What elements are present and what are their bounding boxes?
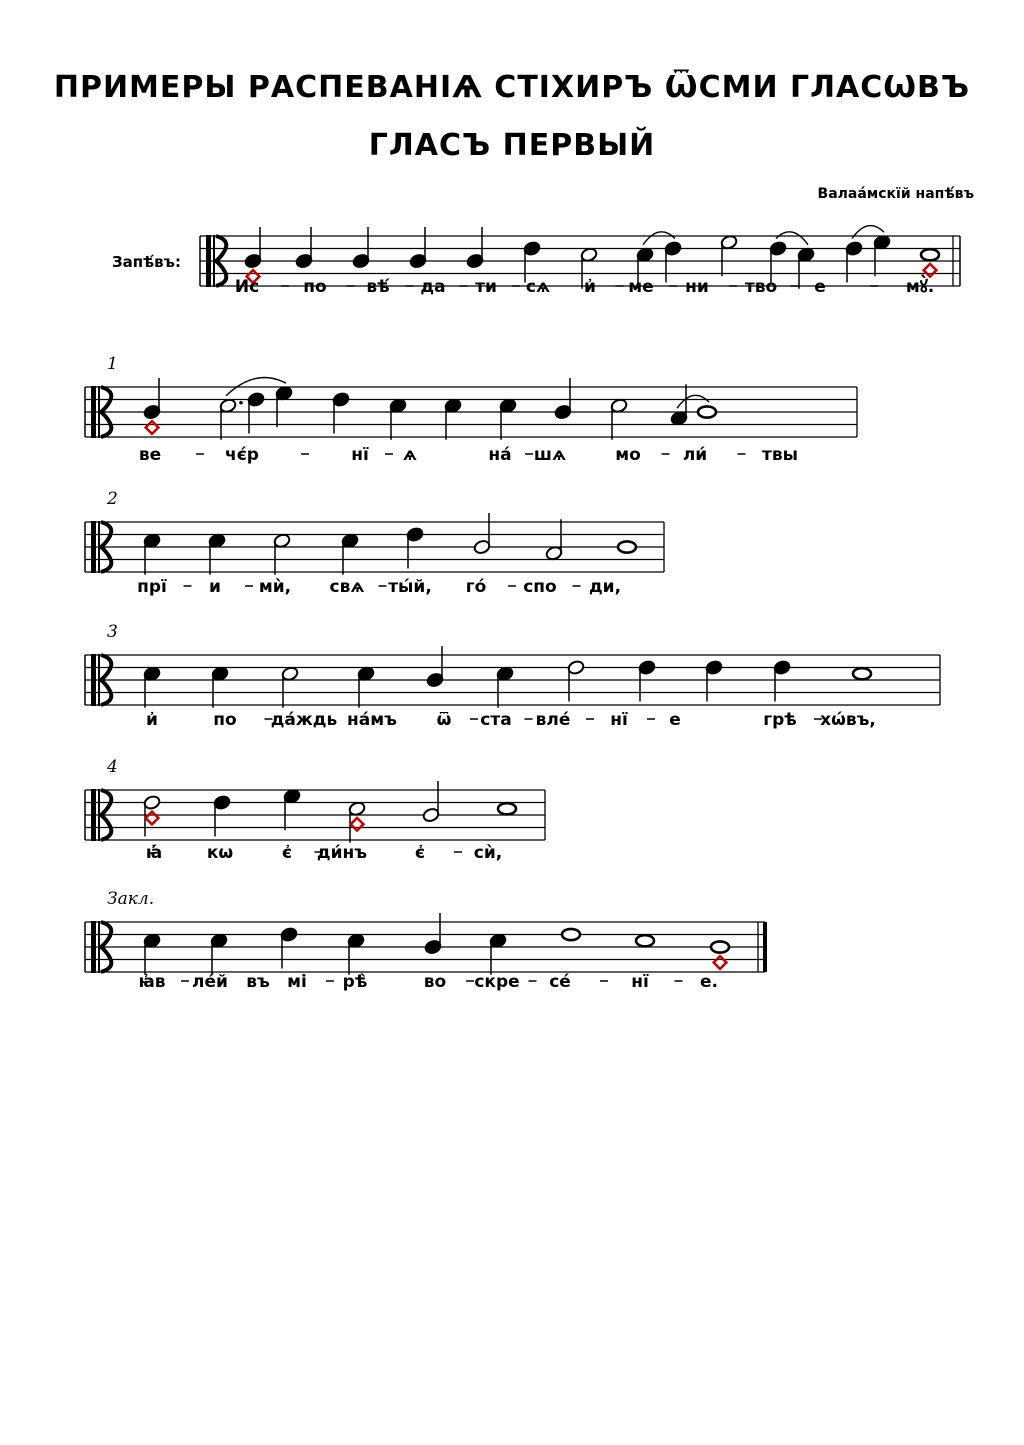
lyric-syllable: по	[213, 710, 237, 730]
note	[921, 249, 939, 260]
staff-system-6	[85, 889, 765, 992]
c-clef-icon	[206, 235, 211, 287]
lyric-syllable: е	[814, 277, 826, 297]
lyric-syllable: е	[669, 710, 681, 730]
note	[618, 541, 636, 552]
lyric-syllable: ти	[475, 277, 497, 297]
lyric-syllable: тво	[744, 277, 778, 297]
lyric-syllable: мѝ,	[258, 577, 292, 597]
lyric-syllable: се́	[549, 972, 571, 992]
lyric-syllable: Ис	[234, 277, 260, 297]
c-clef-icon	[91, 921, 96, 973]
lyric-syllable: чє́р	[225, 445, 259, 465]
system-number: 2	[107, 489, 118, 509]
note	[711, 941, 729, 952]
lyric-syllable: твы	[762, 445, 798, 465]
lyric-syllable: є҆	[281, 843, 293, 863]
lyric-syllable: хѡ́въ,	[820, 710, 876, 730]
note	[853, 668, 871, 679]
lyric-syllable: нї	[631, 972, 649, 992]
lyric-syllable: ты́й,	[388, 577, 432, 597]
lyric-syllable: и҆	[584, 277, 596, 297]
lyric-syllable: рѣ̀	[342, 972, 368, 992]
lyric-syllable: и҆	[146, 710, 158, 730]
lyric-syllable: шѧ	[533, 445, 567, 465]
lyric-syllable: мо	[615, 445, 641, 465]
lyric-syllable: ди́нъ	[316, 843, 368, 863]
lyric-syllable: грѣ	[763, 710, 797, 730]
lyric-syllable: ве	[138, 445, 162, 465]
lyric-syllable: нї	[610, 710, 628, 730]
c-clef-icon	[91, 386, 96, 438]
red-marker-icon	[146, 812, 159, 825]
lyric-syllable: ле́й	[192, 972, 228, 992]
red-marker-icon	[924, 264, 937, 277]
c-clef-icon	[91, 789, 96, 841]
lyric-syllable: ꙗ҆́	[145, 843, 163, 863]
red-marker-icon	[351, 818, 364, 831]
lyric-syllable: ꙗ҆в	[138, 972, 166, 992]
lyric-syllable: кѡ	[206, 843, 234, 863]
staff-system-4	[85, 622, 940, 730]
lyric-syllable: и	[209, 577, 221, 597]
lyric-syllable: мꙋ̀.	[905, 277, 935, 297]
lyric-syllable: ме	[628, 277, 654, 297]
lyric-syllable: во	[423, 972, 447, 992]
lyric-syllable: ни	[685, 277, 709, 297]
note-dot	[239, 401, 243, 405]
system-label: Запѣ́въ:	[112, 253, 181, 271]
lyric-syllable: вле́	[535, 710, 571, 730]
c-clef-icon	[91, 521, 96, 573]
page-subtitle: ГЛАСЪ ПЕРВЫЙ	[368, 128, 656, 163]
lyric-syllable: нї	[351, 445, 369, 465]
red-marker-icon	[146, 421, 159, 434]
lyric-syllable: скре	[474, 972, 520, 992]
staff-system-3	[85, 489, 664, 597]
lyric-syllable: ѧ	[402, 445, 418, 465]
lyric-syllable: въ	[246, 972, 270, 992]
lyric-syllable: ди,	[588, 577, 622, 597]
lyric-syllable: на́мъ	[347, 710, 397, 730]
lyric-syllable: е.	[700, 972, 718, 992]
lyric-syllable: го́	[465, 577, 487, 597]
red-marker-icon	[714, 956, 727, 969]
lyric-syllable: вѣ́	[366, 277, 390, 297]
composer-credit: Валаа́мскїй напѣ́въ	[817, 186, 974, 202]
lyric-syllable: мі	[287, 972, 307, 992]
lyric-syllable: да́ждь	[270, 710, 338, 730]
lyric-syllable: свѧ	[329, 577, 365, 597]
note	[498, 803, 516, 814]
system-number: Закл.	[107, 889, 155, 909]
staff-system-1	[112, 226, 960, 297]
lyric-syllable: ста	[480, 710, 512, 730]
staff-system-2	[85, 354, 857, 465]
page-title: ПРИМЕРЫ РАСПЕВАНІѦ СТІХИРЪ ѾСМИ ГЛАСѠВЪ	[53, 70, 971, 105]
system-number: 3	[107, 622, 118, 642]
c-clef-icon	[91, 654, 96, 706]
lyric-syllable: ли́	[682, 445, 708, 465]
lyric-syllable: по	[303, 277, 327, 297]
lyric-syllable: спо	[523, 577, 557, 597]
lyric-syllable: ѿ	[436, 710, 452, 730]
lyric-syllable: сѝ,	[473, 843, 503, 863]
lyric-syllable: сѧ	[525, 277, 551, 297]
system-number: 1	[107, 354, 118, 374]
note	[562, 929, 580, 940]
lyric-syllable: є҆	[414, 843, 426, 863]
system-number: 4	[107, 757, 118, 777]
lyric-syllable: на́	[488, 445, 512, 465]
staff-system-5	[85, 757, 545, 863]
note	[636, 935, 654, 946]
note	[698, 406, 716, 417]
lyric-syllable: да	[420, 277, 446, 297]
lyric-syllable: прї	[137, 577, 167, 597]
